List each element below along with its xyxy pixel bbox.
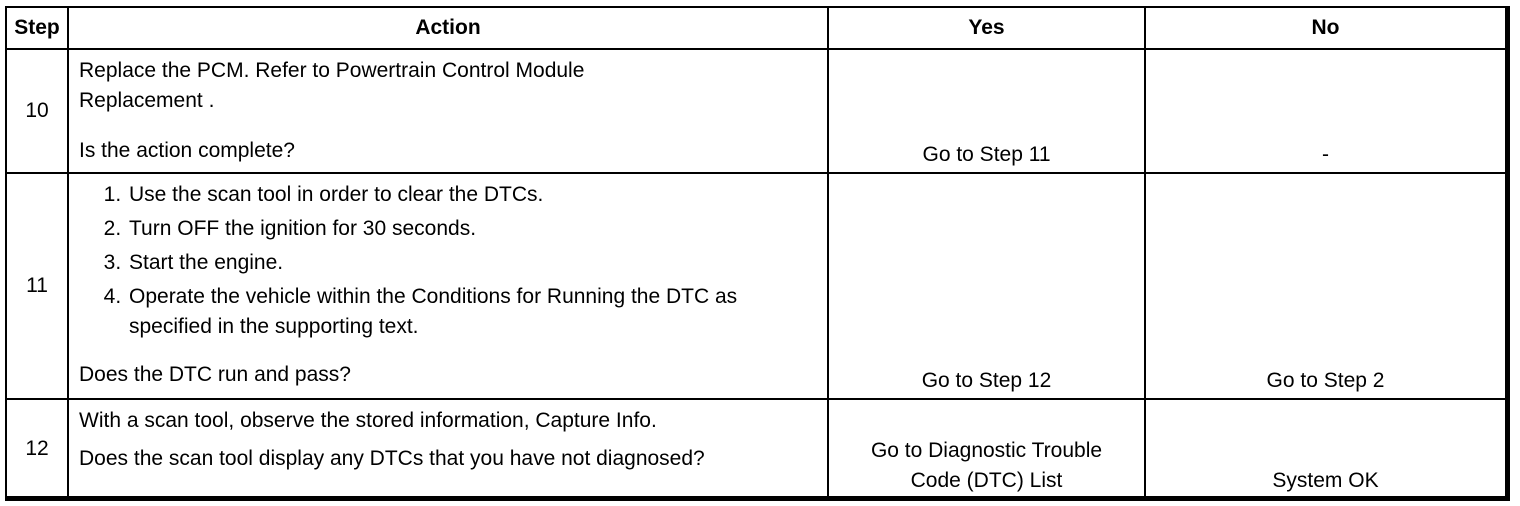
action-cell bbox=[68, 49, 828, 173]
no-result: - bbox=[1145, 49, 1506, 173]
header-step: Step bbox=[6, 7, 68, 49]
table-row bbox=[6, 399, 1506, 499]
list-item: 1. Use the scan tool in order to clear the DTCs. bbox=[127, 180, 819, 210]
diagnostic-table bbox=[5, 6, 1507, 500]
yes-result: Go to Step 12 bbox=[828, 173, 1145, 399]
action-steps-list bbox=[79, 180, 819, 342]
action-cell bbox=[68, 173, 828, 399]
no-result: Go to Step 2 bbox=[1145, 173, 1506, 399]
yes-result: Go to Step 11 bbox=[828, 49, 1145, 173]
table-row bbox=[6, 173, 1506, 399]
header-yes: Yes bbox=[828, 7, 1145, 49]
list-item: 3. Start the engine. bbox=[127, 248, 819, 278]
action-question: Is the action complete? bbox=[79, 139, 295, 162]
header-no: No bbox=[1145, 7, 1506, 49]
step-number: 11 bbox=[6, 173, 68, 399]
step-number: 10 bbox=[6, 49, 68, 173]
table-row bbox=[6, 49, 1506, 173]
no-result: System OK bbox=[1145, 399, 1506, 499]
yes-result: Go to Diagnostic Trouble Code (DTC) List bbox=[828, 399, 1145, 499]
list-item: 2. Turn OFF the ignition for 30 seconds. bbox=[127, 214, 819, 244]
list-item: 4. Operate the vehicle within the Conditions for Running the DTC as specified in the supporting text. bbox=[127, 282, 819, 342]
diagnostic-table-container bbox=[5, 6, 1510, 501]
table-header-row bbox=[6, 7, 1506, 49]
step-number: 12 bbox=[6, 399, 68, 499]
action-cell bbox=[68, 399, 828, 499]
action-question: Does the scan tool display any DTCs that you have not diagnosed? bbox=[79, 447, 705, 470]
action-text: Replace the PCM. Refer to Powertrain Control Module Replacement . bbox=[79, 59, 585, 112]
action-text: With a scan tool, observe the stored information, Capture Info. bbox=[79, 409, 657, 432]
action-question: Does the DTC run and pass? bbox=[79, 363, 351, 386]
header-action: Action bbox=[68, 7, 828, 49]
